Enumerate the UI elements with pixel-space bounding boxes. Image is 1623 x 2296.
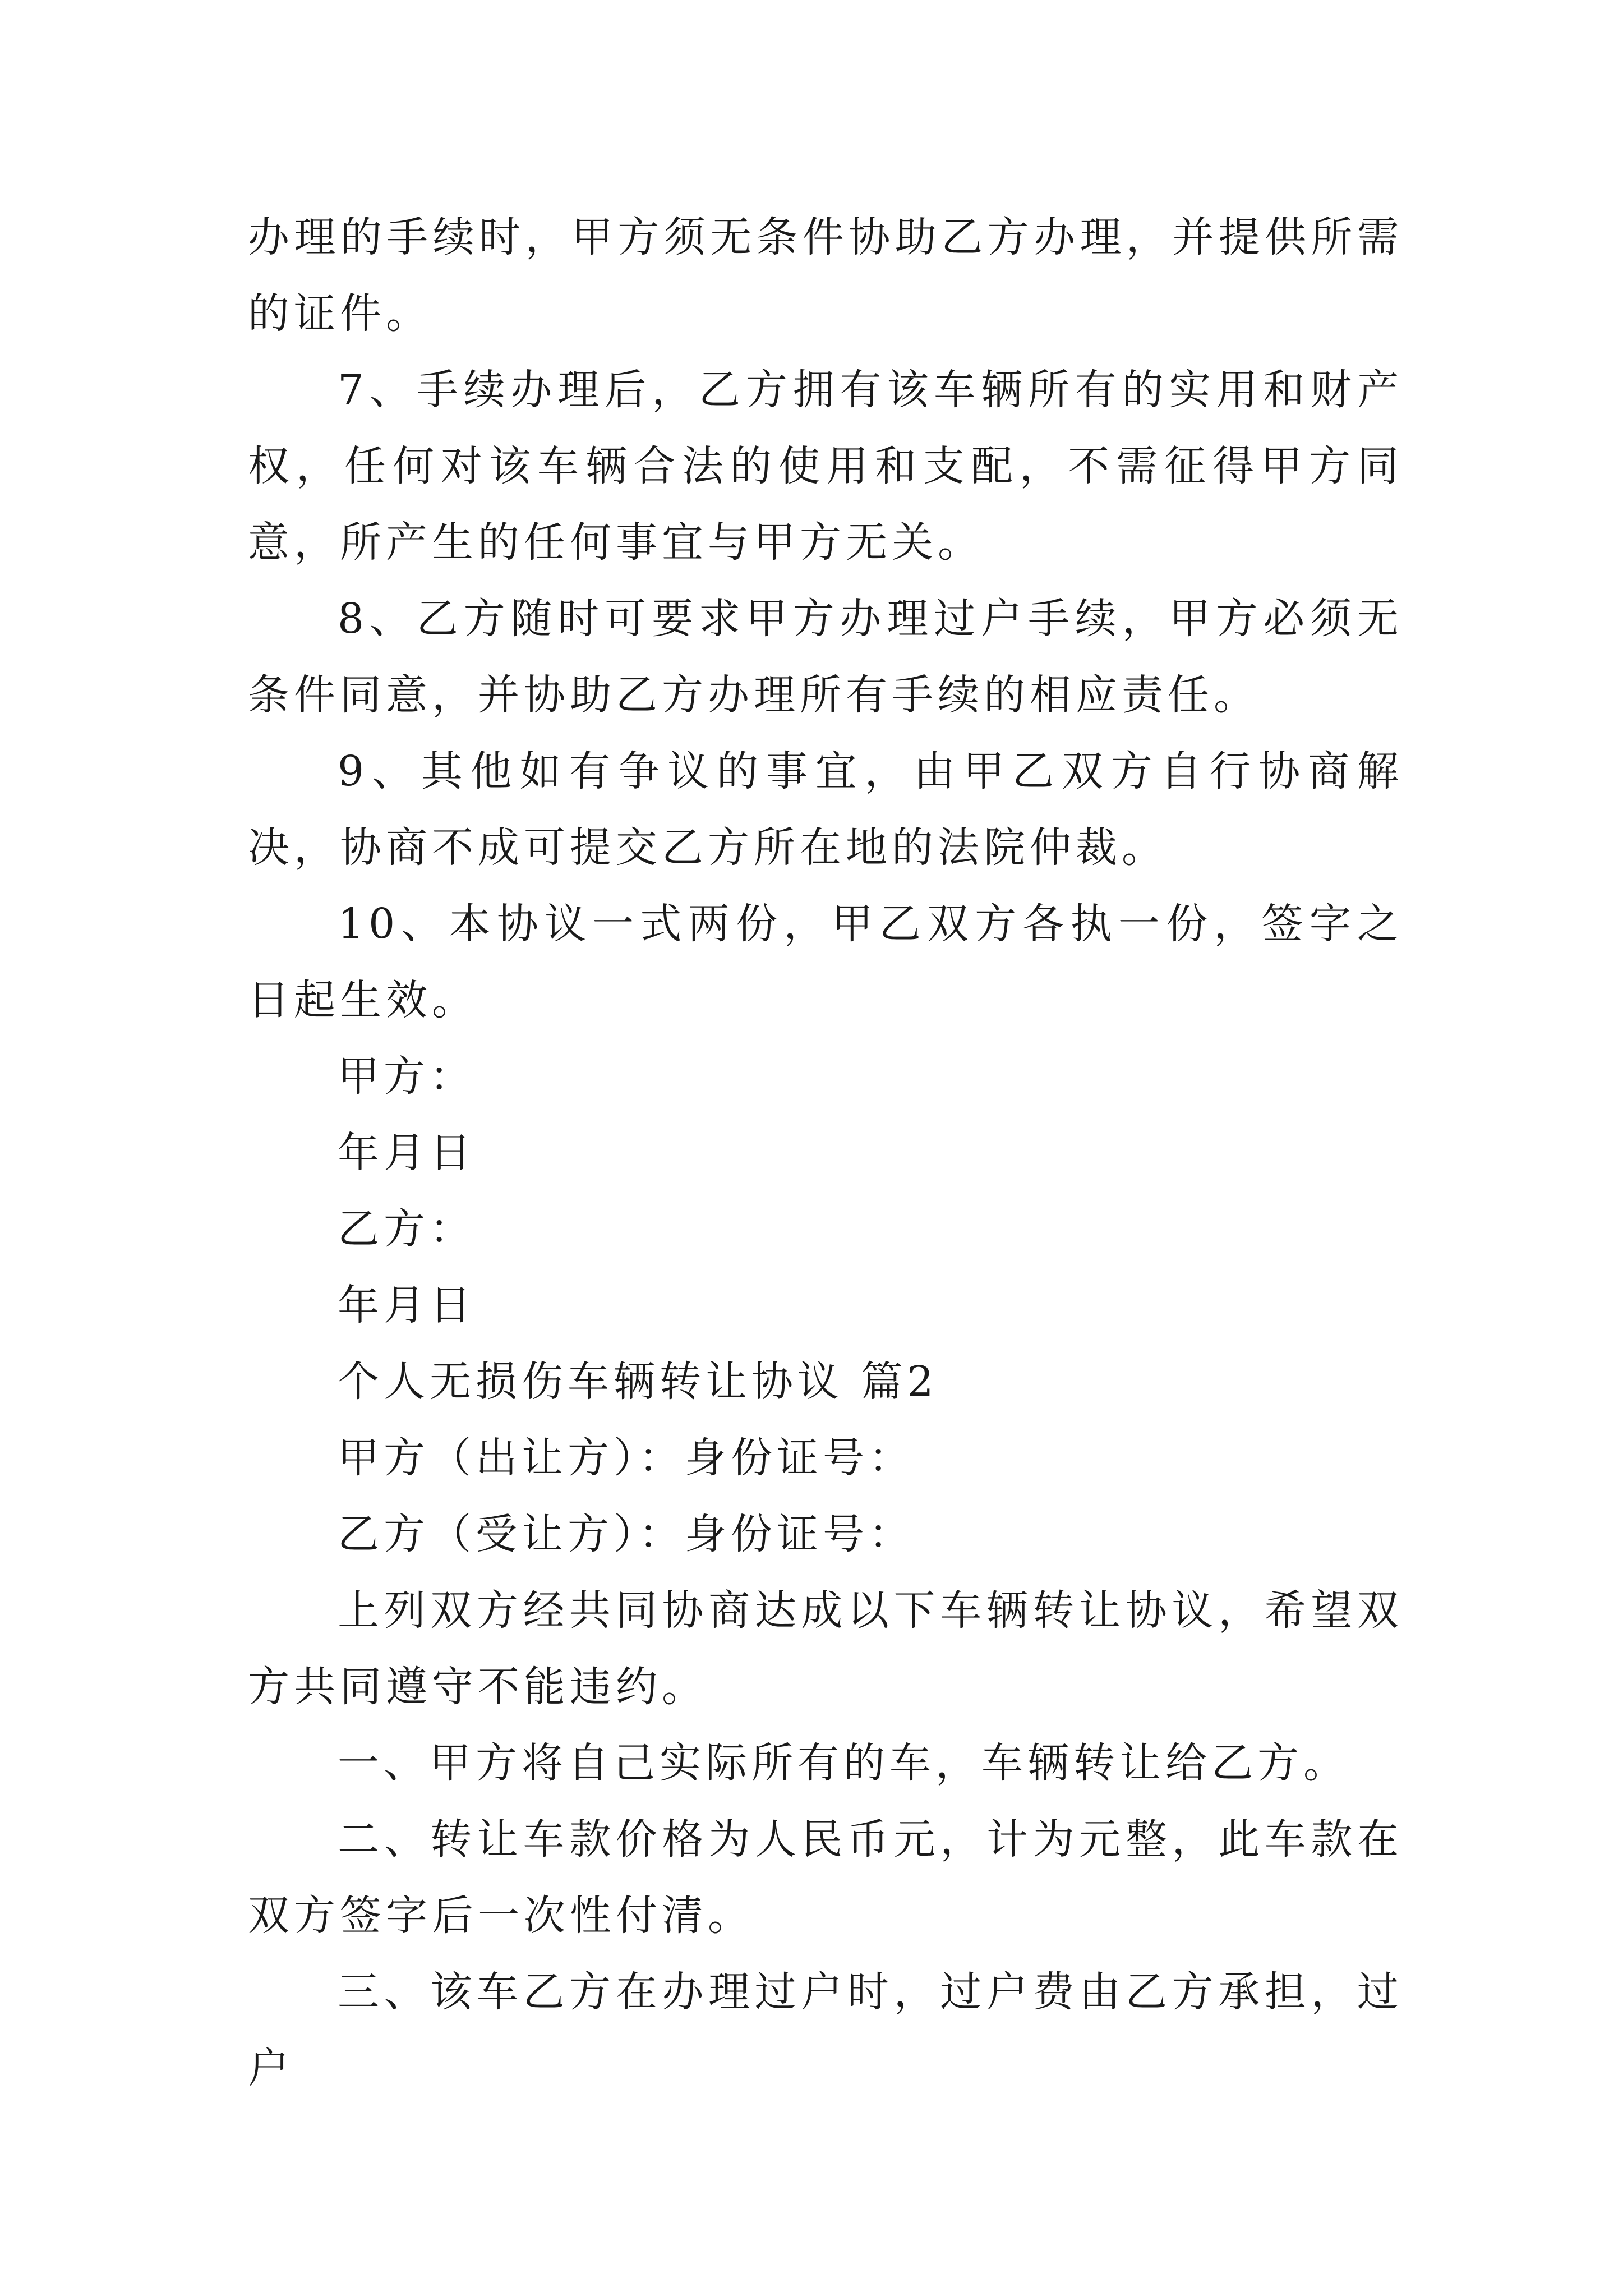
section-title-part-2: 个人无损伤车辆转让协议 篇2 [338, 1358, 938, 1406]
paragraph-article-2: 二、转让车款价格为人民币元，计为元整，此车款在双方签字后一次性付清。 [248, 1815, 1403, 1940]
party-b-id-line: 乙方（受让方）：身份证号： [338, 1510, 915, 1558]
document-body [248, 199, 1403, 2106]
paragraph-continued-procedures: 办理的手续时，甲方须无条件协助乙方办理，并提供所需的证件。 [248, 213, 1403, 338]
paragraph-clause-7: 7、手续办理后，乙方拥有该车辆所有的实用和财产权，任何对该车辆合法的使用和支配，不需征得甲方同意，所产生的任何事宜与甲方无关。 [248, 366, 1403, 567]
party-a-signature-label: 甲方： [338, 1052, 476, 1101]
paragraph-clause-10: 10、本协议一式两份，甲乙双方各执一份，签字之日起生效。 [248, 900, 1403, 1024]
paragraph-agreement-intro: 上列双方经共同协商达成以下车辆转让协议，希望双方共同遵守不能违约。 [248, 1586, 1403, 1711]
paragraph-clause-8: 8、乙方随时可要求甲方办理过户手续，甲方必须无条件同意，并协助乙方办理所有手续的相应责任。 [248, 595, 1403, 719]
party-a-date-label: 年月日 [338, 1129, 476, 1177]
paragraph-clause-9: 9、其他如有争议的事宜，由甲乙双方自行协商解决，协商不成可提交乙方所在地的法院仲裁。 [248, 747, 1403, 872]
party-b-signature-label: 乙方： [338, 1205, 476, 1253]
party-a-id-line: 甲方（出让方）：身份证号： [338, 1434, 915, 1482]
paragraph-article-3: 三、该车乙方在办理过户时，过户费由乙方承担，过户 [248, 1968, 1403, 2092]
party-b-date-label: 年月日 [338, 1281, 476, 1329]
paragraph-article-1: 一、甲方将自己实际所有的车，车辆转让给乙方。 [338, 1739, 1349, 1787]
